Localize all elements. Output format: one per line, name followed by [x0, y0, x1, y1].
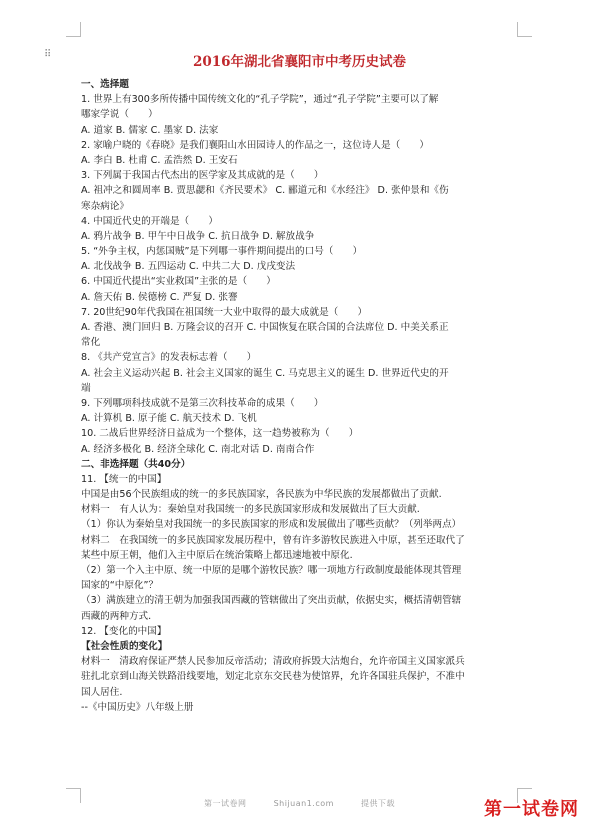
text-line: A. 李白 B. 杜甫 C. 孟浩然 D. 王安石	[81, 154, 238, 166]
section-heading: 一、选择题	[81, 79, 129, 90]
document-body	[81, 77, 521, 715]
text-line: 驻扎北京到山海关铁路沿线要地，划定北京东交民巷为使馆界，允许各国驻兵保护，不准中	[81, 671, 465, 683]
text-line: 材料一 清政府保证严禁人民参加反帝活动；清政府拆毁大沽炮台，允许帝国主义国家派兵	[81, 656, 465, 668]
text-line: 中国是由56个民族组成的统一的多民族国家，各民族为中华民族的发展都做出了贡献.	[81, 489, 442, 501]
text-line: 7. 20世纪90年代我国在祖国统一大业中取得的最大成就是（ ）	[81, 306, 368, 318]
text-line: A. 鸦片战争 B. 甲午中日战争 C. 抗日战争 D. 解放战争	[81, 230, 315, 242]
text-line: 2. 家喻户晓的《春晓》是我们襄阳山水田园诗人的作品之一，这位诗人是（ ）	[81, 139, 429, 151]
section-heading: 【社会性质的变化】	[81, 640, 168, 652]
text-line: 寒杂病论》	[81, 200, 129, 212]
text-line: 5. “外争主权，内惩国贼”是下列哪一事件期间提出的口号（ ）	[81, 246, 363, 258]
text-line: 西藏的两种方式.	[81, 610, 152, 622]
text-line: A. 北伐战争 B. 五四运动 C. 中共二大 D. 戊戌变法	[81, 261, 296, 273]
text-line: A. 詹天佑 B. 侯德榜 C. 严复 D. 张謇	[81, 291, 238, 303]
text-line: 4. 中国近代史的开端是（ ）	[81, 215, 218, 227]
text-line: A. 道家 B. 儒家 C. 墨家 D. 法家	[81, 124, 219, 136]
drag-handle-icon[interactable]: ⠿	[44, 49, 53, 60]
text-line: 10. 二战后世界经济日益成为一个整体，这一趋势被称为（ ）	[81, 428, 359, 440]
text-line: A. 祖冲之和圆周率 B. 贾思勰和《齐民要术》 C. 郦道元和《水经注》 D. 张仲景和《伤	[81, 185, 449, 197]
text-line: A. 经济多极化 B. 经济全球化 C. 南北对话 D. 南南合作	[81, 443, 315, 455]
footer-site-name: 第一试卷网	[204, 799, 247, 808]
text-line: 常化	[81, 337, 101, 349]
crop-mark-top-left	[66, 22, 81, 37]
text-line: 6. 中国近代提出“实业救国”主张的是（ ）	[81, 276, 276, 288]
text-line: 9. 下列哪项科技成就不是第三次科技革命的成果（ ）	[81, 397, 324, 409]
text-line: （3）满族建立的清王朝为加强我国西藏的管辖做出了突出贡献，依据史实，概括清朝管辖	[81, 595, 462, 607]
text-line: 材料一 有人认为：秦始皇对我国统一的多民族国家形成和发展做出了巨大贡献.	[81, 504, 420, 516]
text-line: --《中国历史》八年级上册	[81, 701, 194, 713]
text-line: A. 社会主义运动兴起 B. 社会主义国家的诞生 C. 马克思主义的诞生 D. 世界近代史的开	[81, 367, 449, 379]
text-line: 3. 下列属于我国古代杰出的医学家及其成就的是（ ）	[81, 170, 324, 182]
text-line: 哪家学说（ ）	[81, 109, 158, 121]
text-line: 材料二 在我国统一的多民族国家发展历程中，曾有许多游牧民族进入中原，甚至还取代了	[81, 534, 465, 546]
text-line: （1）你认为秦始皇对我国统一的多民族国家的形成和发展做出了哪些贡献？（列举两点）	[81, 519, 462, 531]
page-title: 2016年湖北省襄阳市中考历史试卷	[192, 54, 407, 70]
text-line: 端	[81, 382, 91, 394]
text-line: A. 计算机 B. 原子能 C. 航天技术 D. 飞机	[81, 413, 257, 425]
text-line: 国人居住.	[81, 686, 123, 698]
section-heading: 二、非选择题（共40分）	[81, 458, 191, 470]
text-line: 11. 【统一的中国】	[81, 473, 167, 485]
text-line: 某些中原王朝，他们入主中原后在统治策略上都迅速地被中原化.	[81, 549, 353, 561]
crop-mark-top-right	[517, 22, 532, 37]
text-line: 国家的“中原化”？	[81, 580, 159, 592]
footer-site-url: Shijuan1.com	[273, 799, 334, 808]
text-line: A. 香港、澳门回归 B. 万隆会议的召开 C. 中国恢复在联合国的合法席位 D. 中美关系正	[81, 322, 449, 333]
text-line: （2）第一个入主中原、统一中原的是哪个游牧民族？哪一项地方行政制度最能体现其管理	[81, 565, 462, 576]
footer-download-note: 提供下载	[360, 799, 395, 808]
text-line: 1. 世界上有300多所传播中国传统文化的“孔子学院”，通过“孔子学院”主要可以了解	[81, 94, 439, 106]
text-line: 8. 《共产党宣言》的发表标志着（ ）	[81, 352, 257, 364]
text-line: 12. 【变化的中国】	[81, 625, 167, 637]
site-logo: 第一试卷网	[484, 799, 579, 820]
